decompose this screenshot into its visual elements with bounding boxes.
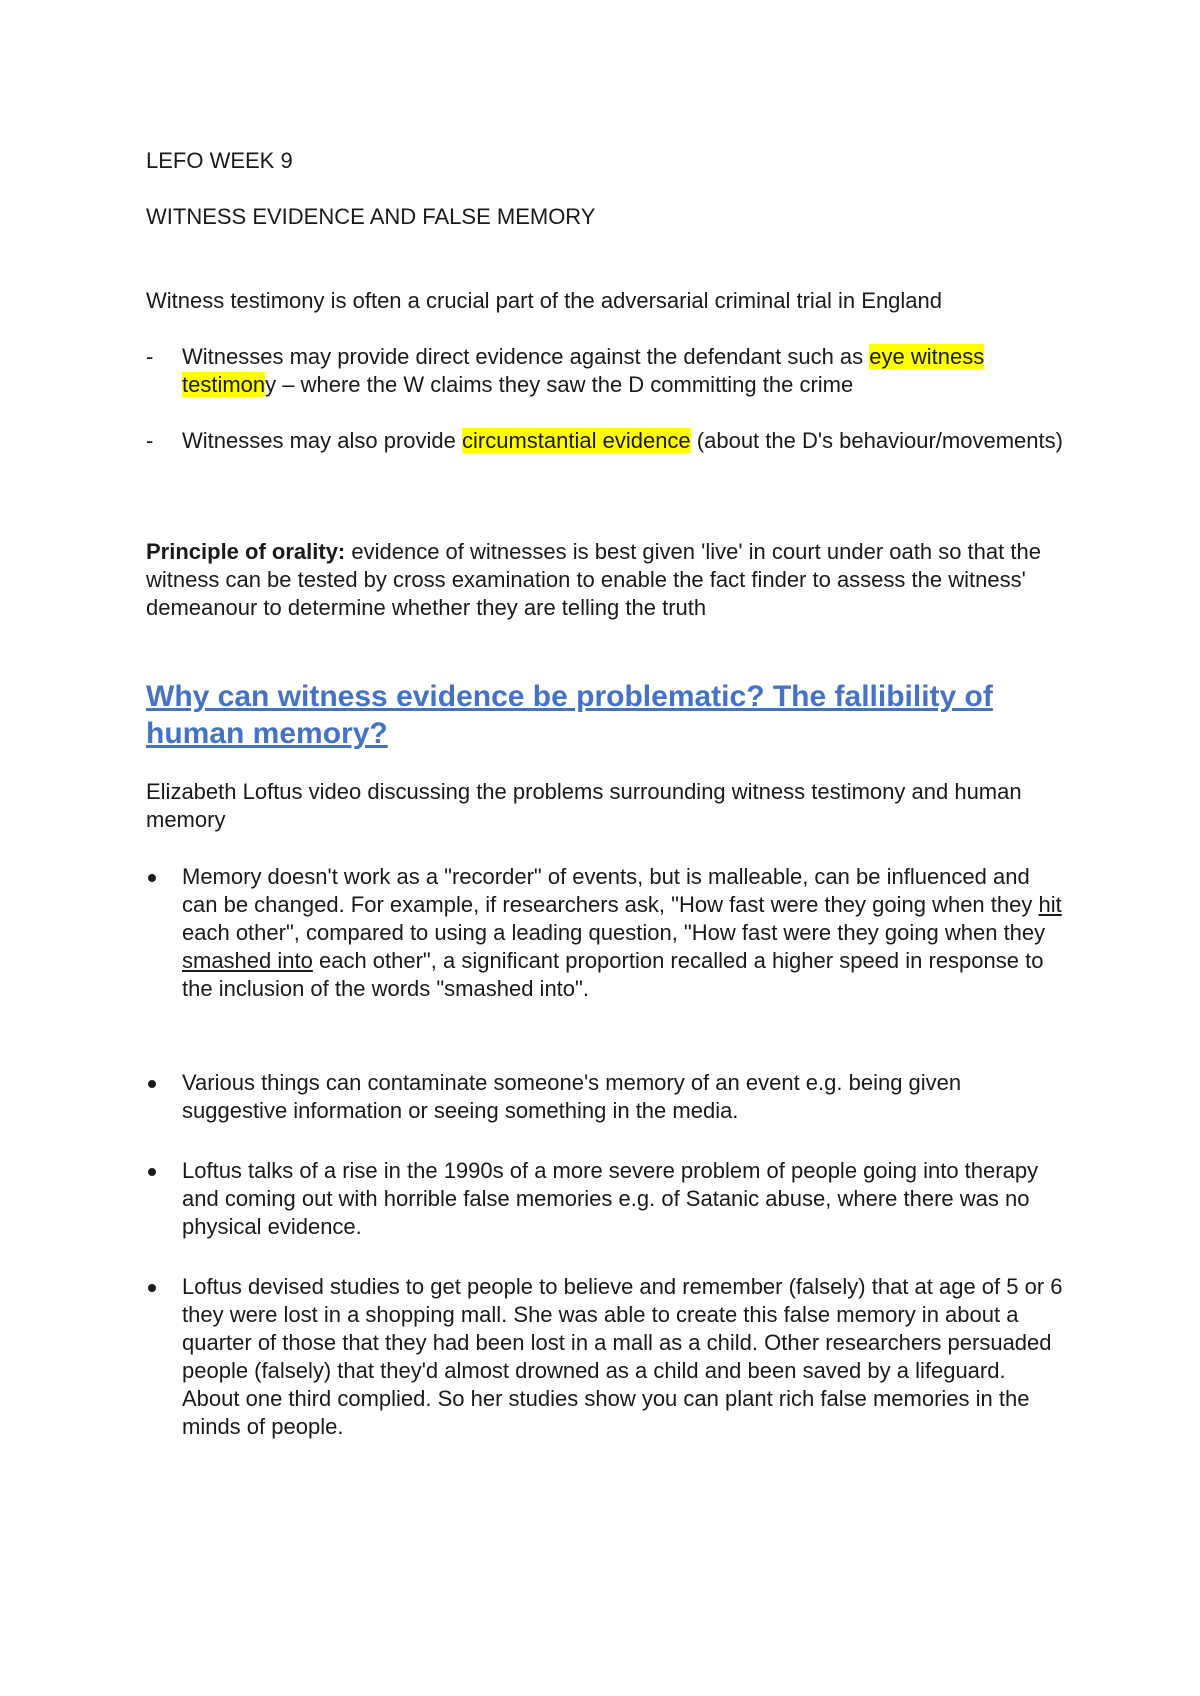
item-text: Witnesses may also provide: [182, 428, 462, 453]
item-text: y – where the W claims they saw the D committing the crime: [265, 372, 854, 397]
item-text: Witnesses may provide direct evidence against the defendant such as: [182, 344, 870, 369]
section-heading: Why can witness evidence be problematic? The fallibility of human memory?: [146, 680, 993, 750]
item-text: each other", compared to using a leading question, "How fast were they going when they: [182, 920, 1046, 945]
item-text: (about the D's behaviour/movements): [690, 428, 1063, 453]
item-text: Loftus devised studies to get people to believe and remember (falsely) that at age of 5 or 6 they were lost in a shopping mall. She was able to create this false memory in about a quarter of those that they had been lost in a mall as a child. Other researchers persuaded people (falsely) that they'd almost drowned as a child and been saved by a lifeguard. About one third complied. So her studies show you can plant rich false memories in the minds of people.: [182, 1274, 1063, 1439]
dash-marker: -: [146, 344, 154, 369]
bullet-list-item: [182, 1157, 1066, 1241]
intro-paragraph: Witness testimony is often a crucial part of the adversarial criminal trial in England: [146, 288, 943, 313]
underlined-text: hit: [1038, 892, 1062, 917]
bullet-list-item: [182, 1273, 1066, 1441]
video-intro-paragraph: Elizabeth Loftus video discussing the problems surrounding witness testimony and human memory: [146, 779, 1022, 832]
item-text: each other", a significant proportion recalled a higher speed in response to the inclusion of the words "smashed into".: [182, 948, 1044, 1001]
item-text: Various things can contaminate someone's memory of an event e.g. being given suggestive information or seeing something in the media.: [182, 1070, 962, 1123]
bullet-marker: [148, 1168, 156, 1176]
week-label: LEFO WEEK 9: [146, 148, 293, 173]
document-title: WITNESS EVIDENCE AND FALSE MEMORY: [146, 204, 596, 229]
dash-list-item: [146, 343, 1066, 399]
principle-text: evidence of witnesses is best given 'live' in court under oath so that the witness can be tested by cross examination to enable the fact finder to assess the witness' demeanour to determine whether they are telling the truth: [146, 539, 1041, 620]
bullet-list-item: [182, 863, 1066, 1003]
highlighted-text: circumstantial evidence: [462, 428, 691, 453]
item-text: Loftus talks of a rise in the 1990s of a more severe problem of people going into therapy and coming out with horrible false memories e.g. of Satanic abuse, where there was no physical evidence.: [182, 1158, 1039, 1239]
bullet-list-item: [182, 1069, 1066, 1125]
item-text: Memory doesn't work as a "recorder" of events, but is malleable, can be influenced and can be changed. For example, if researchers ask, "How fast were they going when they: [182, 864, 1039, 917]
dash-marker: -: [146, 428, 154, 453]
principle-paragraph: [146, 538, 1066, 622]
highlighted-text: eye witness testimon: [182, 344, 985, 397]
bullet-marker: [148, 874, 156, 882]
dash-list-item: [146, 427, 1066, 455]
bullet-marker: [148, 1284, 156, 1292]
underlined-text: smashed into: [182, 948, 313, 973]
bullet-marker: [148, 1080, 156, 1088]
principle-term: Principle of orality:: [146, 539, 346, 564]
